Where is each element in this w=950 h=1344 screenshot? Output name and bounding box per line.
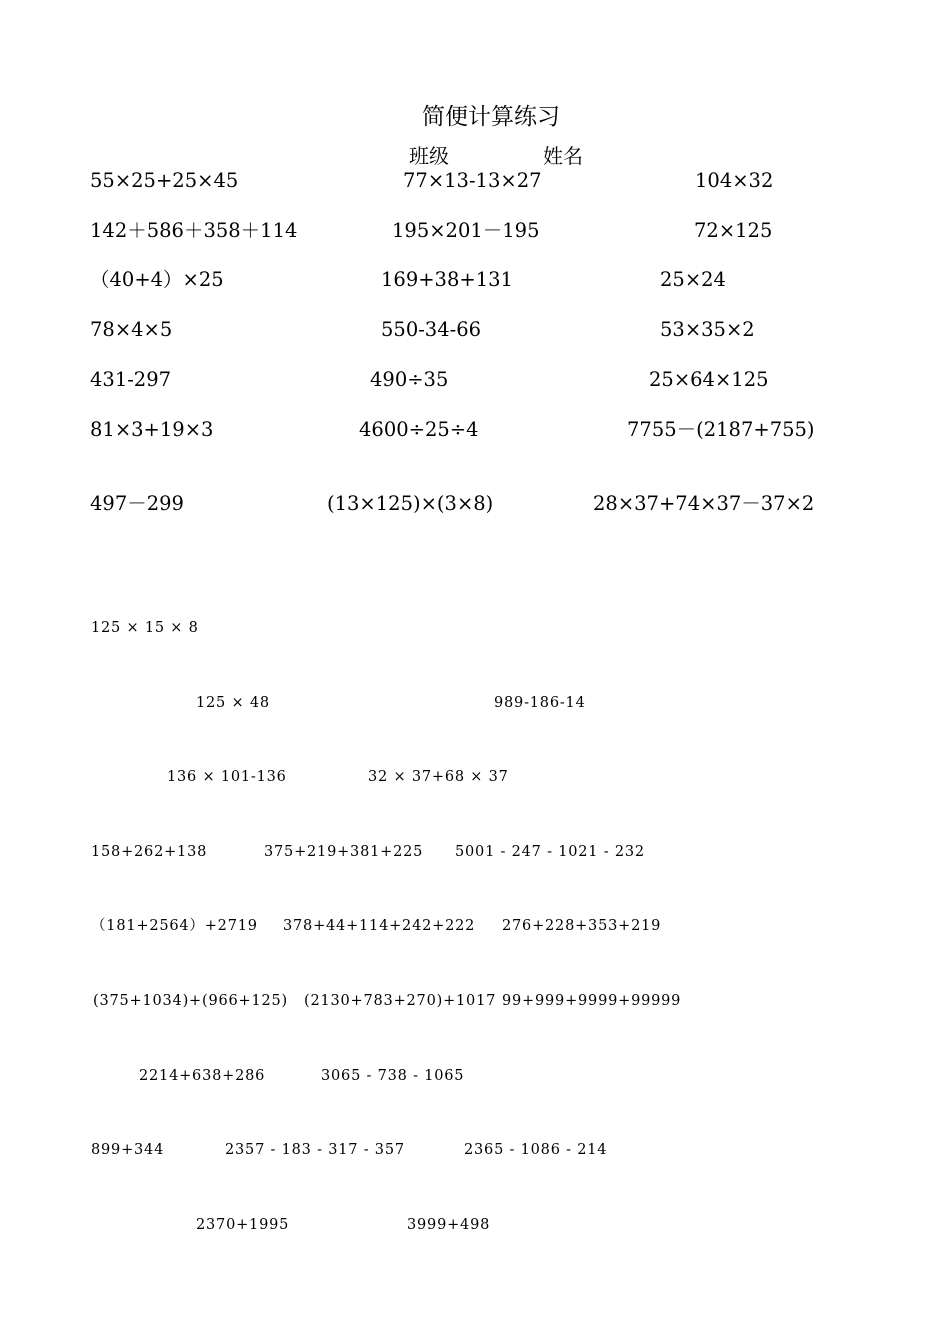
class-label: 班级 [409, 144, 449, 168]
exercise-item: 55×25+25×45 [90, 169, 239, 192]
exercise-item: 142＋586＋358＋114 [90, 219, 298, 242]
exercise-item: 4600÷25÷4 [359, 418, 479, 441]
exercise-item: 2370+1995 [196, 1217, 290, 1233]
exercise-item: 490÷35 [370, 368, 449, 391]
name-label: 姓名 [543, 144, 583, 168]
exercise-item: 104×32 [695, 169, 774, 192]
exercise-item: 99+999+9999+99999 [502, 993, 682, 1009]
exercise-item: 2357 - 183 - 317 - 357 [225, 1142, 405, 1158]
exercise-item: 550-34-66 [381, 318, 482, 341]
exercise-item: 32 × 37+68 × 37 [368, 769, 509, 785]
exercise-item: 169+38+131 [381, 268, 513, 291]
exercise-item: 378+44+114+242+222 [283, 918, 476, 934]
exercise-item: 7755－(2187+755) [627, 418, 815, 441]
exercise-item: 2214+638+286 [139, 1068, 266, 1084]
exercise-item: 5001 - 247 - 1021 - 232 [455, 844, 645, 860]
exercise-item: 125 × 15 × 8 [91, 620, 199, 636]
exercise-item: 78×4×5 [90, 318, 173, 341]
exercise-item: (13×125)×(3×8) [327, 492, 494, 515]
exercise-item: 3065 - 738 - 1065 [321, 1068, 465, 1084]
exercise-item: 125 × 48 [196, 695, 270, 711]
exercise-item: 136 × 101-136 [167, 769, 287, 785]
exercise-item: （40+4）×25 [90, 268, 224, 291]
page-title: 简便计算练习 [422, 104, 560, 130]
exercise-item: 81×3+19×3 [90, 418, 214, 441]
exercise-item: （181+2564）+2719 [91, 918, 258, 934]
exercise-item: 72×125 [694, 219, 773, 242]
exercise-item: 276+228+353+219 [502, 918, 662, 934]
exercise-item: 2365 - 1086 - 214 [464, 1142, 608, 1158]
exercise-item: 28×37+74×37－37×2 [593, 492, 815, 515]
exercise-item: 25×64×125 [649, 368, 769, 391]
exercise-item: 3999+498 [407, 1217, 491, 1233]
exercise-item: (2130+783+270)+1017 [304, 993, 497, 1009]
exercise-item: 431-297 [90, 368, 172, 391]
exercise-item: 989-186-14 [494, 695, 586, 711]
exercise-item: 53×35×2 [660, 318, 755, 341]
exercise-item: 195×201－195 [392, 219, 540, 242]
exercise-item: 77×13-13×27 [403, 169, 542, 192]
exercise-item: 899+344 [91, 1142, 165, 1158]
exercise-item: (375+1034)+(966+125) [93, 993, 289, 1009]
exercise-item: 375+219+381+225 [264, 844, 424, 860]
exercise-item: 158+262+138 [91, 844, 208, 860]
exercise-item: 25×24 [660, 268, 726, 291]
exercise-item: 497－299 [90, 492, 184, 515]
